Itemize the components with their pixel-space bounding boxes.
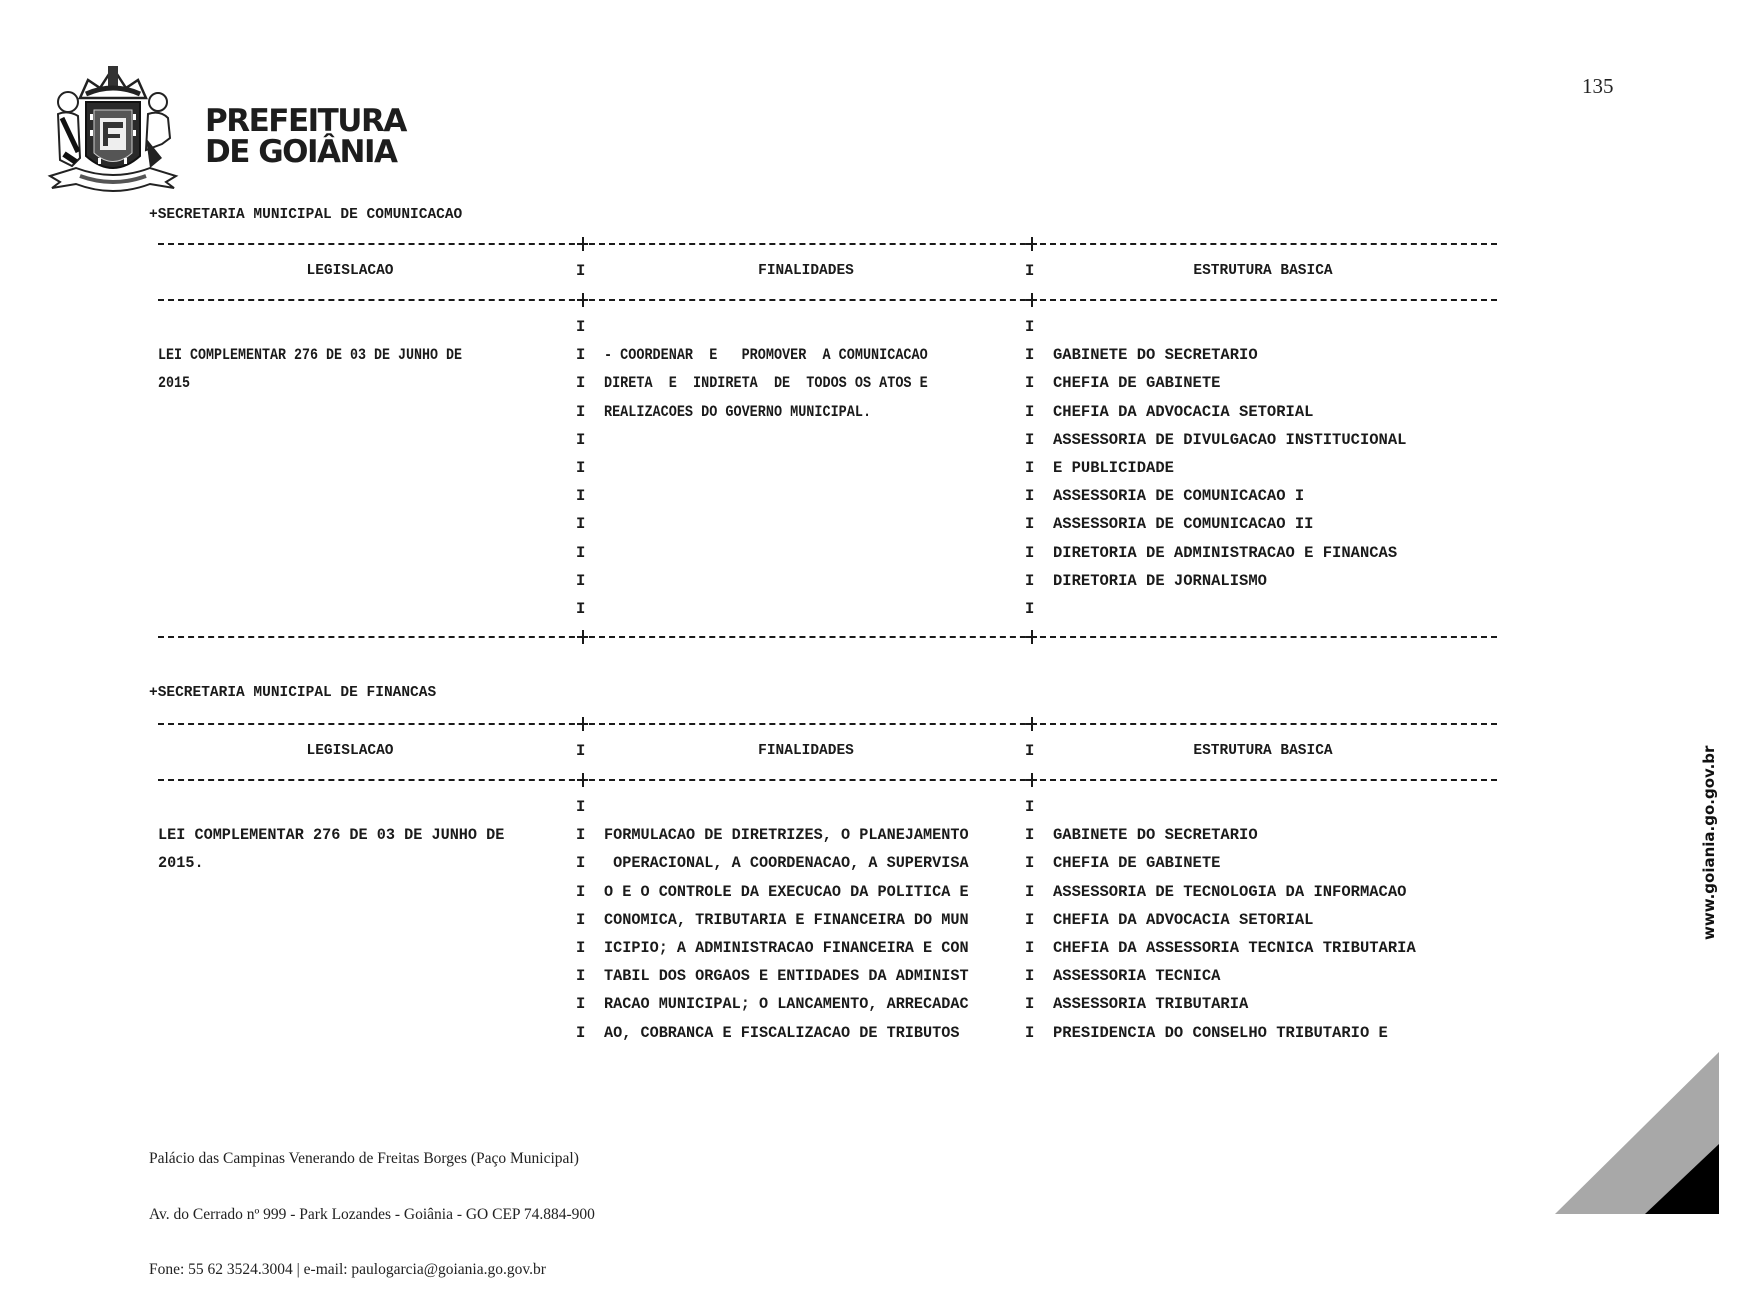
cell-legislacao: LEI COMPLEMENTAR 276 DE 03 DE JUNHO DE bbox=[158, 826, 505, 845]
column-header-estrutura-basica: ESTRUTURA BASICA bbox=[1193, 263, 1333, 279]
coat-of-arms-icon bbox=[38, 58, 188, 198]
cell-finalidades: DIRETA E INDIRETA DE TODOS OS ATOS E bbox=[604, 374, 928, 393]
column-separator: I bbox=[1025, 600, 1035, 618]
cell-legislacao: 2015. bbox=[158, 854, 204, 873]
column-separator: I bbox=[1025, 318, 1035, 336]
rule-junction-plus bbox=[1026, 293, 1037, 307]
column-separator: I bbox=[1025, 459, 1035, 477]
cell-finalidades: TABIL DOS ORGAOS E ENTIDADES DA ADMINIST bbox=[604, 967, 969, 986]
rule-junction-plus bbox=[577, 773, 588, 787]
column-separator: I bbox=[576, 882, 586, 901]
column-separator: I bbox=[1025, 571, 1035, 590]
footer-line-3: Fone: 55 62 3524.3004 | e-mail: paulogarcia@goiania.go.gov.br bbox=[149, 1261, 546, 1278]
cell-finalidades: REALIZACOES DO GOVERNO MUNICIPAL. bbox=[604, 402, 872, 421]
column-separator: I bbox=[576, 939, 586, 957]
column-separator: I bbox=[576, 600, 586, 618]
column-separator: I bbox=[576, 318, 586, 336]
page-number: 135 bbox=[1582, 74, 1614, 98]
column-separator: I bbox=[1025, 967, 1035, 986]
table-top-rule bbox=[158, 243, 1497, 245]
column-separator: I bbox=[576, 430, 586, 449]
cell-finalidades: AO, COBRANCA E FISCALIZACAO DE TRIBUTOS bbox=[604, 1023, 960, 1042]
corner-triangle-decoration bbox=[1555, 1052, 1719, 1214]
logo-line-2: DE GOIÂNIA bbox=[205, 134, 397, 170]
column-separator: I bbox=[1025, 515, 1035, 534]
column-separator: I bbox=[576, 459, 586, 477]
column-header-estrutura-basica: ESTRUTURA BASICA bbox=[1193, 743, 1333, 759]
cell-finalidades: - COORDENAR E PROMOVER A COMUNICACAO bbox=[604, 346, 928, 365]
column-separator: I bbox=[576, 374, 586, 393]
rule-junction-plus bbox=[577, 237, 588, 251]
column-separator: I bbox=[1025, 1023, 1035, 1042]
column-header-legislacao: LEGISLACAO bbox=[306, 743, 394, 759]
column-separator: I bbox=[1025, 487, 1035, 506]
rule-junction-plus bbox=[577, 293, 588, 307]
column-separator: I bbox=[576, 346, 586, 365]
column-separator: I bbox=[576, 798, 586, 816]
column-separator: I bbox=[576, 543, 586, 562]
rule-junction-plus bbox=[1026, 237, 1037, 251]
column-separator: I bbox=[576, 854, 586, 873]
column-separator: I bbox=[576, 402, 586, 421]
column-separator: I bbox=[1025, 798, 1035, 816]
column-header-finalidades: FINALIDADES bbox=[758, 743, 854, 759]
cell-estrutura-basica: CHEFIA DA ADVOCACIA SETORIAL bbox=[1053, 402, 1314, 421]
cell-legislacao: LEI COMPLEMENTAR 276 DE 03 DE JUNHO DE bbox=[158, 346, 462, 365]
cell-finalidades: FORMULACAO DE DIRETRIZES, O PLANEJAMENTO bbox=[604, 826, 969, 845]
cell-estrutura-basica: DIRETORIA DE JORNALISMO bbox=[1053, 571, 1267, 590]
table-bottom-rule bbox=[158, 636, 1497, 638]
column-separator: I bbox=[1025, 262, 1035, 280]
column-separator: I bbox=[1025, 543, 1035, 562]
column-separator: I bbox=[576, 995, 586, 1014]
column-separator: I bbox=[1025, 742, 1035, 760]
column-separator: I bbox=[1025, 882, 1035, 901]
cell-estrutura-basica: GABINETE DO SECRETARIO bbox=[1053, 826, 1258, 845]
column-separator: I bbox=[1025, 346, 1035, 365]
column-separator: I bbox=[1025, 402, 1035, 421]
column-separator: I bbox=[1025, 374, 1035, 393]
rule-junction-plus bbox=[1026, 773, 1037, 787]
column-separator: I bbox=[1025, 910, 1035, 929]
column-separator: I bbox=[576, 967, 586, 986]
column-separator: I bbox=[1025, 939, 1035, 957]
column-header-legislacao: LEGISLACAO bbox=[306, 263, 394, 279]
cell-estrutura-basica: GABINETE DO SECRETARIO bbox=[1053, 346, 1258, 365]
website-url: www.goiania.go.gov.br bbox=[1700, 745, 1718, 940]
column-separator: I bbox=[1025, 854, 1035, 873]
cell-estrutura-basica: CHEFIA DE GABINETE bbox=[1053, 374, 1221, 393]
cell-legislacao: 2015 bbox=[158, 374, 191, 393]
section-title: +SECRETARIA MUNICIPAL DE COMUNICACAO bbox=[149, 207, 463, 223]
column-separator: I bbox=[576, 487, 586, 506]
logo-line-1: PREFEITURA bbox=[205, 103, 406, 139]
column-header-finalidades: FINALIDADES bbox=[758, 263, 854, 279]
rule-junction-plus bbox=[577, 717, 588, 731]
column-separator: I bbox=[576, 515, 586, 534]
table-header-rule bbox=[158, 299, 1497, 301]
cell-estrutura-basica: ASSESSORIA DE DIVULGACAO INSTITUCIONAL bbox=[1053, 430, 1407, 449]
cell-finalidades: RACAO MUNICIPAL; O LANCAMENTO, ARRECADAC bbox=[604, 995, 969, 1014]
column-separator: I bbox=[576, 910, 586, 929]
cell-finalidades: CONOMICA, TRIBUTARIA E FINANCEIRA DO MUN bbox=[604, 910, 969, 929]
footer-address bbox=[149, 1113, 595, 1298]
cell-estrutura-basica: CHEFIA DA ADVOCACIA SETORIAL bbox=[1053, 910, 1314, 929]
cell-estrutura-basica: ASSESSORIA DE COMUNICACAO I bbox=[1053, 487, 1305, 506]
footer-line-1: Palácio das Campinas Venerando de Freitas Borges (Paço Municipal) bbox=[149, 1150, 579, 1167]
column-separator: I bbox=[576, 826, 586, 845]
cell-estrutura-basica: CHEFIA DA ASSESSORIA TECNICA TRIBUTARIA bbox=[1053, 939, 1416, 957]
table-header-rule bbox=[158, 779, 1497, 781]
column-separator: I bbox=[576, 571, 586, 590]
column-separator: I bbox=[1025, 995, 1035, 1014]
cell-estrutura-basica: ASSESSORIA DE COMUNICACAO II bbox=[1053, 515, 1314, 534]
cell-finalidades: O E O CONTROLE DA EXECUCAO DA POLITICA E bbox=[604, 882, 969, 901]
cell-estrutura-basica: DIRETORIA DE ADMINISTRACAO E FINANCAS bbox=[1053, 543, 1398, 562]
table-top-rule bbox=[158, 723, 1497, 725]
rule-junction-plus bbox=[577, 630, 588, 644]
section-title: +SECRETARIA MUNICIPAL DE FINANCAS bbox=[149, 685, 437, 701]
cell-finalidades: OPERACIONAL, A COORDENACAO, A SUPERVISA bbox=[604, 854, 969, 873]
cell-estrutura-basica: PRESIDENCIA DO CONSELHO TRIBUTARIO E bbox=[1053, 1023, 1388, 1042]
footer-line-2: Av. do Cerrado nº 999 - Park Lozandes - Goiânia - GO CEP 74.884-900 bbox=[149, 1205, 595, 1223]
cell-estrutura-basica: ASSESSORIA DE TECNOLOGIA DA INFORMACAO bbox=[1053, 882, 1407, 901]
cell-estrutura-basica: E PUBLICIDADE bbox=[1053, 459, 1174, 477]
column-separator: I bbox=[1025, 826, 1035, 845]
cell-estrutura-basica: ASSESSORIA TECNICA bbox=[1053, 967, 1221, 986]
coat-of-arms-logo bbox=[38, 58, 188, 198]
column-separator: I bbox=[576, 1023, 586, 1042]
column-separator: I bbox=[576, 262, 586, 280]
cell-estrutura-basica: CHEFIA DE GABINETE bbox=[1053, 854, 1221, 873]
prefeitura-logo-text bbox=[205, 103, 406, 170]
column-separator: I bbox=[576, 742, 586, 760]
cell-finalidades: ICIPIO; A ADMINISTRACAO FINANCEIRA E CON bbox=[604, 939, 969, 957]
rule-junction-plus bbox=[1026, 630, 1037, 644]
rule-junction-plus bbox=[1026, 717, 1037, 731]
cell-estrutura-basica: ASSESSORIA TRIBUTARIA bbox=[1053, 995, 1249, 1014]
column-separator: I bbox=[1025, 430, 1035, 449]
